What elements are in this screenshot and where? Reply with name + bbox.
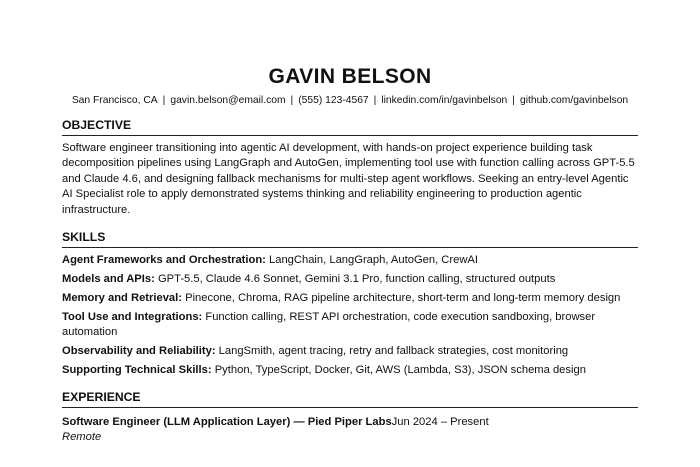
contact-separator: | xyxy=(512,95,515,106)
skill-category: Tool Use and Integrations: xyxy=(62,311,203,324)
skills-list xyxy=(62,253,638,379)
candidate-name: GAVIN BELSON xyxy=(268,65,432,88)
skill-category: Supporting Technical Skills: xyxy=(62,364,212,377)
contact-separator: | xyxy=(162,95,166,106)
contact-separator: | xyxy=(290,95,294,106)
skill-category: Memory and Retrieval: xyxy=(62,292,182,305)
contact-line xyxy=(62,94,638,108)
objective-text: Software engineer transitioning into agentic AI development, with hands-on project experience building task decomposition pipelines using LangGraph and AutoGen, implementing tool use with function calling across GPT-5.5 and Claude 4.6, and designing fallback mechanisms for multi-step agent workflows. Seeking an entry-level Agentic AI Specialist role to apply demonstrated systems thinking and reliability engineering to production agentic infrastructure. xyxy=(62,142,635,216)
job-dates: Jun 2024 – Present xyxy=(391,415,489,428)
skill-category: Agent Frameworks and Orchestration: xyxy=(62,254,266,267)
contact-phone: (555) 123-4567 xyxy=(298,95,369,106)
contact-email[interactable]: gavin.belson@email.com xyxy=(170,95,286,106)
skill-value: Python, TypeScript, Docker, Git, AWS (Lambda, S3), JSON schema design xyxy=(214,364,586,377)
skill-value: Function calling, REST API orchestration, code execution sandboxing, browser automation xyxy=(62,311,596,339)
contact-separator: | xyxy=(373,95,377,106)
skill-row-supporting xyxy=(62,363,638,378)
objective-heading: OBJECTIVE xyxy=(62,118,638,136)
skill-row-observability xyxy=(62,344,638,359)
skills-heading: SKILLS xyxy=(62,230,638,248)
skill-value: LangSmith, agent tracing, retry and fallback strategies, cost monitoring xyxy=(218,345,569,358)
job-title: Software Engineer (LLM Application Layer) — Pied Piper Labs xyxy=(62,415,392,428)
skill-category: Observability and Reliability: xyxy=(62,345,216,358)
job-header xyxy=(62,415,638,430)
skill-row-tool-use xyxy=(62,310,638,341)
resume-page xyxy=(62,64,638,446)
skill-row-memory-retrieval xyxy=(62,291,638,306)
experience-heading: EXPERIENCE xyxy=(62,390,638,408)
skill-value: Pinecone, Chroma, RAG pipeline architecture, short-term and long-term memory design xyxy=(185,292,621,305)
skill-value: GPT-5.5, Claude 4.6 Sonnet, Gemini 3.1 Pro, function calling, structured outputs xyxy=(157,273,556,286)
contact-github[interactable]: github.com/gavinbelson xyxy=(519,95,629,106)
contact-linkedin[interactable]: linkedin.com/in/gavinbelson xyxy=(381,95,508,106)
skill-row-agent-frameworks xyxy=(62,253,638,268)
job-location: Remote xyxy=(62,431,102,444)
skill-category: Models and APIs: xyxy=(62,273,155,286)
skill-row-models-apis xyxy=(62,272,638,287)
skill-value: LangChain, LangGraph, AutoGen, CrewAI xyxy=(269,254,478,267)
contact-location: San Francisco, CA xyxy=(71,95,158,106)
